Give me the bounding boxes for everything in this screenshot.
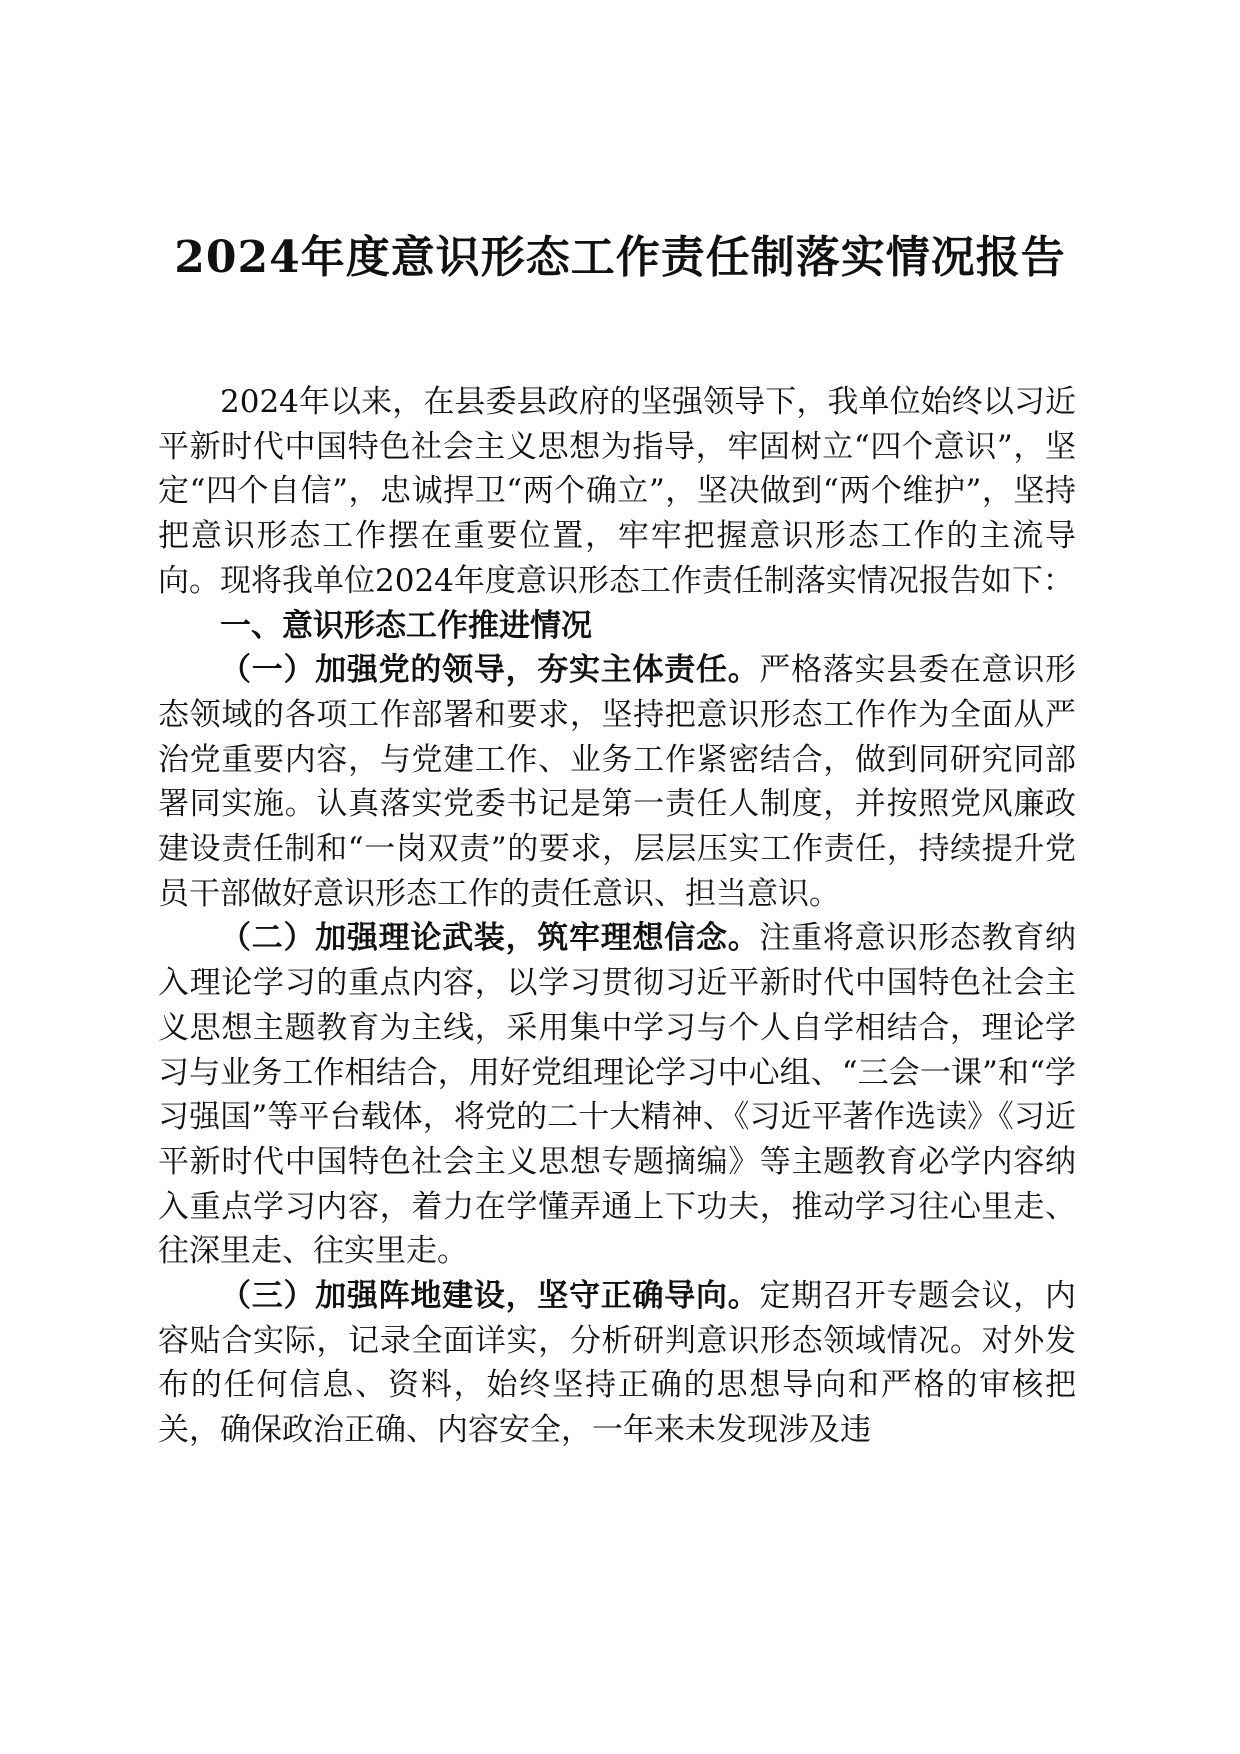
- paragraph-lead: （二）加强理论武装，筑牢理想信念。: [220, 920, 760, 957]
- paragraph-item-3: [158, 1274, 1076, 1453]
- paragraph-text: 定期召开专题会议，内容贴合实际，记录全面详实，分析研判意识形态领域情况。对外发布的任何信息、资料，始终坚持正确的思想导向和严格的审核把关，确保政治正确、内容安全，一年来未发现涉及违: [158, 1278, 1076, 1449]
- paragraph-item-1: [158, 648, 1076, 916]
- paragraph-text: 注重将意识形态教育纳入理论学习的重点内容，以学习贯彻习近平新时代中国特色社会主义思想主题教育为主线，采用集中学习与个人自学相结合，理论学习与业务工作相结合，用好党组理论学习中心组、“三会一课”和“学习强国”等平台载体，将党的二十大精神、《习近平著作选读》《习近平新时代中国特色社会主义思想专题摘编》等主题教育必学内容纳入重点学习内容，着力在学懂弄通上下功夫，推动学习往心里走、往深里走、往实里走。: [158, 920, 1076, 1270]
- document-body: [158, 380, 1076, 1453]
- paragraph-item-2: [158, 916, 1076, 1274]
- paragraph-lead: （三）加强阵地建设，坚守正确导向。: [220, 1278, 760, 1315]
- paragraph-lead: （一）加强党的领导，夯实主体责任。: [220, 652, 760, 689]
- document-title: 2024年度意识形态工作责任制落实情况报告: [174, 232, 1066, 283]
- section-heading: 一、意识形态工作推进情况: [220, 607, 592, 644]
- paragraph-text: 严格落实县委在意识形态领域的各项工作部署和要求，坚持把意识形态工作作为全面从严治党重要内容，与党建工作、业务工作紧密结合，做到同研究同部署同实施。认真落实党委书记是第一责任人制度，并按照党风廉政建设责任制和“一岗双责”的要求，层层压实工作责任，持续提升党员干部做好意识形态工作的责任意识、担当意识。: [158, 652, 1076, 912]
- intro-paragraph: 2024年以来，在县委县政府的坚强领导下，我单位始终以习近平新时代中国特色社会主义思想为指导，牢固树立“四个意识”，坚定“四个自信”，忠诚捍卫“两个确立”，坚决做到“两个维护”，坚持把意识形态工作摆在重要位置，牢牢把握意识形态工作的主流导向。现将我单位2024年度意识形态工作责任制落实情况报告如下：: [158, 384, 1076, 599]
